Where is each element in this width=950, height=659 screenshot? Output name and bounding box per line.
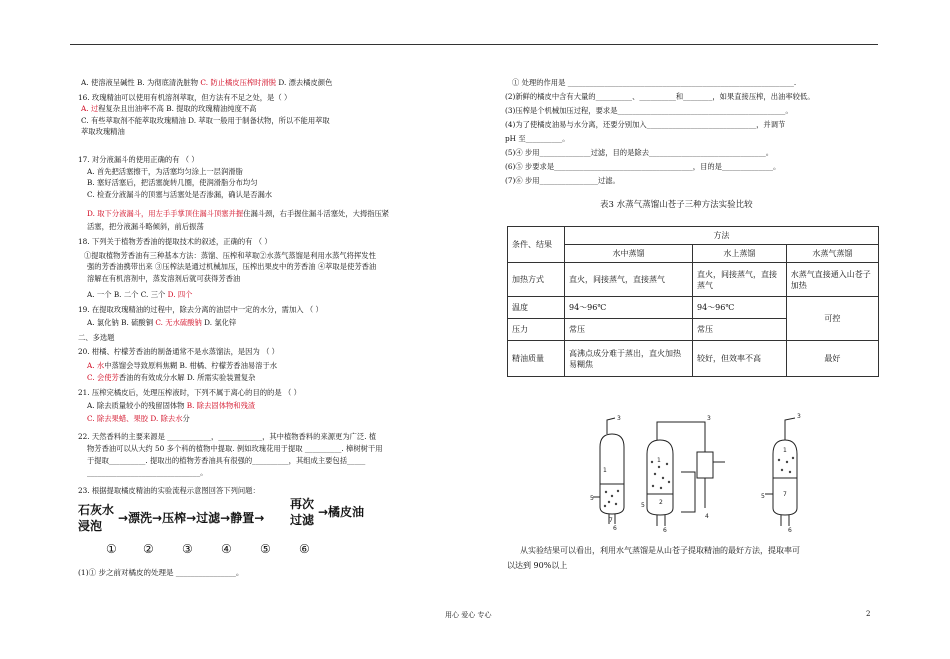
text-segment: C. 有些萃取剂不能萃取玫瑰精油 D. 萃取一般用于制备状物，所以不能用萃取 xyxy=(81,116,330,125)
conclusion-line-2: 以达到 90%以上 xyxy=(507,561,568,570)
left-line xyxy=(87,167,243,176)
flow-diagram xyxy=(78,497,408,560)
text-segment: A. 一个 B. 二个 C. 三个 xyxy=(87,290,168,299)
text-segment: 22. 天然香料的主要来源是 ____________，____________，其中植物香料的来源更为广泛. 植 xyxy=(78,432,377,441)
text-segment: 强的芳香油携带出来 ③压榨法是通过机械加压，压榨出果皮中的芳香油 ④萃取是使芳香油 xyxy=(87,262,377,271)
left-line xyxy=(87,318,236,327)
left-line xyxy=(78,305,323,314)
left-line xyxy=(87,262,376,271)
left-column xyxy=(78,0,478,659)
left-line xyxy=(78,237,272,246)
answer-highlight: C. 防止橘皮压榨时滑脱 xyxy=(200,78,277,87)
text-segment: 21. 压榨完橘皮后，处理压榨液时，下列不属于离心的目的的是 （ ） xyxy=(78,388,301,397)
table-cell: 最好 xyxy=(786,341,878,377)
right-line xyxy=(505,162,780,171)
text-segment: (5)④ 步用______________过滤，目的是除去________________________________。 xyxy=(505,148,774,157)
text-segment: 程复杂且出油率不高 B. 提取的玫瑰精油纯度不高 xyxy=(98,104,257,113)
text-segment: 18. 下列关于植物芳香油的提取技术的叙述，正确的有 （ ） xyxy=(78,237,272,246)
table-cell: 直火，间接蒸气，直接蒸气 xyxy=(692,263,786,297)
svg-text:6: 6 xyxy=(613,525,617,532)
answer-highlight: D. 除去水 xyxy=(150,414,183,423)
text-segment: 23. 根据提取橘皮精油的实验流程示意图回答下列问题： xyxy=(78,486,260,495)
text-segment: 分 xyxy=(182,414,190,423)
table-cell: 常压 xyxy=(565,319,693,341)
table-col-2: 水上蒸馏 xyxy=(692,245,786,263)
table-row-label: 温度 xyxy=(508,297,565,319)
text-segment: (2)新鲜的橘皮中含有大量的__________、__________和________，如果直接压榨，出油率较低。 xyxy=(505,92,815,101)
left-line xyxy=(78,347,279,356)
right-line xyxy=(505,120,785,129)
svg-text:7: 7 xyxy=(609,517,613,524)
left-line xyxy=(78,486,260,495)
right-line xyxy=(512,78,796,87)
svg-text:6: 6 xyxy=(788,527,792,534)
left-line xyxy=(81,127,125,136)
svg-text:4: 4 xyxy=(705,513,709,520)
answer-highlight: D. 四个 xyxy=(167,290,193,299)
footer-motto: 用心 爱心 专心 xyxy=(445,611,492,619)
left-line xyxy=(87,414,190,423)
table-cell: 常压 xyxy=(692,319,786,341)
left-line xyxy=(87,361,277,370)
svg-text:3: 3 xyxy=(707,415,711,422)
left-line xyxy=(81,104,256,113)
flow-steps-middle: →漂洗→压榨→过滤→静置→ xyxy=(118,511,265,525)
flow-step-6b: 过滤 xyxy=(290,513,315,527)
left-line xyxy=(87,178,258,187)
svg-text:6: 6 xyxy=(663,527,667,534)
table-col-3: 水蒸气蒸馏 xyxy=(786,245,878,263)
right-line xyxy=(505,134,569,143)
left-line xyxy=(81,116,330,125)
left-line xyxy=(87,373,255,382)
left-line xyxy=(87,401,255,410)
right-line xyxy=(505,148,773,157)
table-row-label: 加热方式 xyxy=(508,263,565,297)
svg-text:3: 3 xyxy=(617,415,621,422)
table-row-label: 精油质量 xyxy=(508,341,565,377)
text-segment: 中蒸馏会导致原料焦糊 B. 柑橘、柠檬芳香油易溶于水 xyxy=(104,361,278,370)
answer-highlight: C. 会使芳 xyxy=(87,373,119,382)
right-line xyxy=(505,92,815,101)
left-line xyxy=(87,456,365,465)
flow-num-5: ⑤ xyxy=(260,542,271,556)
text-segment: A. 除去质量较小的残留固体物 xyxy=(87,401,187,410)
answer-highlight: A. 水 xyxy=(87,361,105,370)
table-col-1: 水中蒸馏 xyxy=(565,245,693,263)
page-number: 2 xyxy=(866,610,871,618)
flow-num-4: ④ xyxy=(221,542,232,556)
svg-text:7: 7 xyxy=(783,491,787,498)
text-segment: C. 检查分液漏斗的顶塞与活塞处是否渗漏，确认是否漏水 xyxy=(87,190,273,199)
flow-step-1a: 石灰水 xyxy=(78,503,115,517)
right-line xyxy=(505,106,793,115)
left-line xyxy=(78,93,291,102)
left-line xyxy=(81,78,332,87)
table-cell: 水蒸气直接通入山苍子加热 xyxy=(786,263,878,297)
text-segment: ①提取植物芳香油有三种基本方法：蒸馏、压榨和萃取②水蒸气蒸馏是利用水蒸气将挥发性 xyxy=(84,251,376,260)
table-corner: 条件、结果 xyxy=(508,227,565,263)
text-segment: 活塞，把分液漏斗略倾斜，前后振荡 xyxy=(87,222,204,231)
flow-step-6a: 再次 xyxy=(290,497,315,511)
comparison-table xyxy=(507,226,879,377)
left-line xyxy=(78,333,114,342)
text-segment: 香油的有效成分水解 D. 所需实验装置复杂 xyxy=(118,373,256,382)
text-segment: (6)⑤ 步要求是______________________________________，目的是______________。 xyxy=(505,162,781,171)
left-line xyxy=(87,190,272,199)
table-cell: 较好，但效率不高 xyxy=(692,341,786,377)
left-line xyxy=(78,388,301,397)
left-line xyxy=(87,274,240,283)
text-segment: 17. 对分液漏斗的使用正确的有 （ ） xyxy=(78,155,199,164)
flow-num-3: ③ xyxy=(182,542,193,556)
answer-highlight: D. 取下分液漏斗，用左手手掌顶住漏斗顶塞并握 xyxy=(87,209,244,218)
text-segment: 16. 玫瑰精油可以使用有机溶剂萃取，但方法有不足之处，是（ ） xyxy=(78,93,292,102)
answer-highlight: C. 除去果蜡、果胶 xyxy=(87,414,149,423)
svg-text:1: 1 xyxy=(603,467,607,474)
text-segment: A. 首先把活塞擦干，为活塞均匀涂上一层润滑脂 xyxy=(87,167,243,176)
left-line xyxy=(87,444,383,453)
answer-highlight: A. 过 xyxy=(81,104,99,113)
question-23-1: (1)① 步之前对橘皮的处理是 ________________。 xyxy=(78,568,244,577)
flow-num-1: ① xyxy=(106,542,117,556)
right-line xyxy=(505,176,620,185)
text-segment: (3)压榨是个机械加压过程，要求是______________________________________________。 xyxy=(505,106,793,115)
flow-num-6: ⑥ xyxy=(299,542,310,556)
table-row-label: 压力 xyxy=(508,319,565,341)
answer-highlight: C. 无水硫酸钠 xyxy=(155,318,202,327)
table-cell: 94～96℃ xyxy=(692,297,786,319)
table-title: 表3 水蒸气蒸馏山苍子三种方法实验比较 xyxy=(600,200,753,210)
svg-text:5: 5 xyxy=(641,502,645,509)
table-method-header: 方法 xyxy=(565,227,879,245)
table-cell: 高沸点成分难于蒸出，直火加热易糊焦 xyxy=(565,341,693,377)
answer-highlight: B. 除去固体物和残渣 xyxy=(186,401,256,410)
left-line xyxy=(87,290,192,299)
left-line xyxy=(78,432,376,441)
left-line xyxy=(87,222,204,231)
text-segment: pH 至__________。 xyxy=(505,134,570,143)
text-segment: ① 处理的作用是 ______________________________________________________________. xyxy=(512,78,797,87)
text-segment: 20. 柑橘、柠檬芳香油的制备通常不是水蒸馏法，是因为 （ ） xyxy=(78,347,279,356)
flow-end: →橘皮油 xyxy=(318,505,365,519)
text-segment: 19. 在提取玫瑰精油的过程中，除去分离的油层中一定的水分，需加入 （ ） xyxy=(78,305,323,314)
distillation-apparatus-illustration xyxy=(585,412,815,534)
text-segment: 住漏斗颈，右手握住漏斗活塞处，大拇指压紧 xyxy=(243,209,390,218)
text-segment: (7)⑥ 步用________________过滤。 xyxy=(505,176,620,185)
svg-text:2: 2 xyxy=(659,499,663,506)
svg-text:1: 1 xyxy=(657,457,661,464)
conclusion-line-1: 从实验结果可以看出，利用水气蒸馏是从山苍子提取精油的最好方法，提取率可 xyxy=(520,546,800,555)
svg-text:3: 3 xyxy=(797,413,801,420)
text-segment: 二、多选题 xyxy=(78,333,115,342)
left-line xyxy=(87,209,389,218)
text-segment: D. 漂去橘皮颜色 xyxy=(276,78,333,87)
left-line xyxy=(87,468,207,477)
svg-text:1: 1 xyxy=(783,447,787,454)
text-segment: 溶解在有机溶剂中，蒸发溶剂后就可获得芳香油 xyxy=(87,274,241,283)
text-segment: (4)为了使橘皮油易与水分离，还要分别加入______________________________，并调节 xyxy=(505,120,786,129)
table-cell: 直火，间接蒸气，直接蒸气 xyxy=(565,263,693,297)
text-segment: 物芳香油可以从大约 50 多个科的植物中提取. 例如玫瑰花用于提取 __________. 樟树树干用 xyxy=(87,444,383,453)
left-line xyxy=(84,251,376,260)
text-segment: D. 氯化锌 xyxy=(201,318,237,327)
flow-step-1b: 浸泡 xyxy=(78,519,103,533)
text-segment: B. 塞好活塞后，把活塞旋转几圈，使润滑脂分布均匀 xyxy=(87,178,258,187)
text-segment: A. 使溶液呈碱性 B. 为彻底清洗脏物 xyxy=(81,78,201,87)
flow-num-2: ② xyxy=(143,542,154,556)
left-line xyxy=(78,155,199,164)
svg-text:5: 5 xyxy=(761,493,765,500)
svg-text:5: 5 xyxy=(590,495,594,502)
table-cell-merged: 可控 xyxy=(786,297,878,341)
text-segment: 萃取玫瑰精油 xyxy=(81,127,125,136)
text-segment: 于提取__________. 提取出的植物芳香油具有很强的__________，其组成主要包括_____ xyxy=(87,456,366,465)
text-segment: _______________________________。 xyxy=(87,468,208,477)
table-cell: 94～96℃ xyxy=(565,297,693,319)
text-segment: A. 氯化钠 B. 硫酸铜 xyxy=(87,318,156,327)
